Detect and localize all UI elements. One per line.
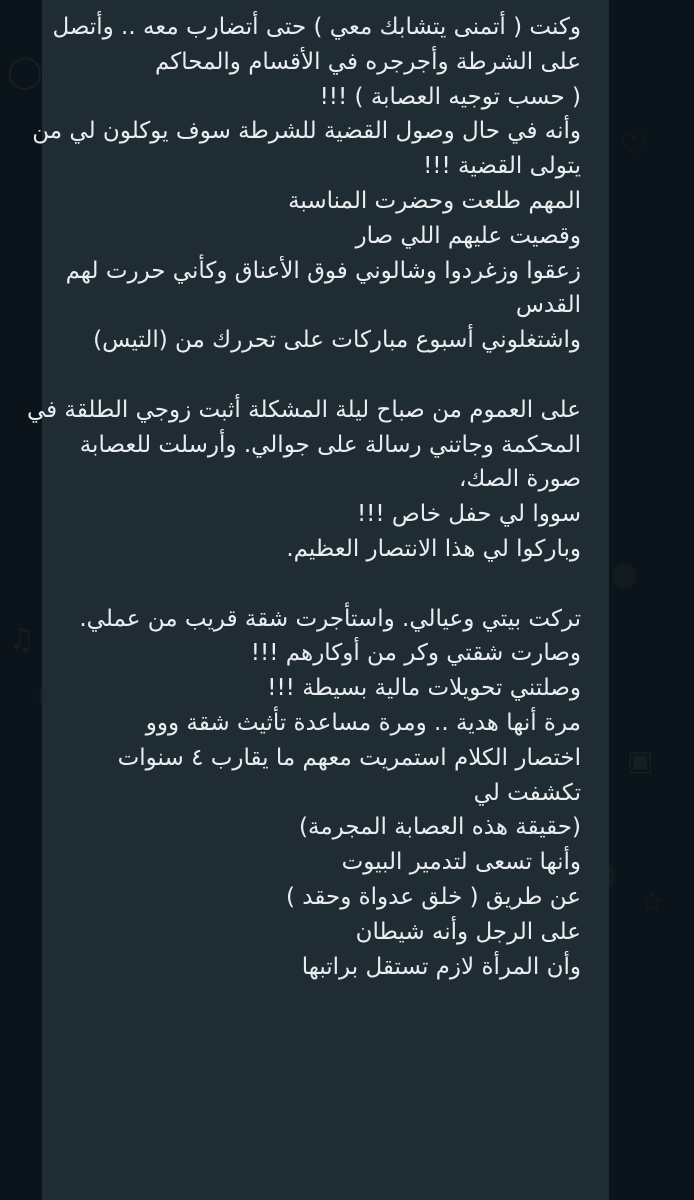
message-line: على الشرطة وأجرجره في الأقسام والمحاكم (154, 48, 581, 75)
message-line: على الرجل وأنه شيطان (355, 918, 581, 945)
heart-icon (620, 128, 647, 163)
message-line: وكنت ( أتمنى يتشابك معي ) حتى أتضارب معه .. وأتصل (52, 14, 581, 40)
message-line: وقصيت عليهم اللي صار (355, 222, 581, 249)
message-line: (حقيقة هذه العصابة المجرمة) (299, 814, 581, 841)
paragraph-spacer (56, 358, 581, 393)
message-line: وأن المرأة لازم تستقل براتبها (301, 953, 581, 980)
message-line: على العموم من صباح ليلة المشكلة أثبت زوجي الطلقة في (26, 396, 581, 423)
incoming-message-bubble[interactable] (26, 0, 609, 1200)
message-line: واشتغلوني أسبوع مباركات على تحررك من (التيس) (93, 327, 581, 354)
message-text[interactable] (26, 10, 581, 984)
chat-bubble-icon (7, 52, 43, 90)
music-icon (8, 622, 35, 657)
message-line: صورة الصك، (458, 466, 581, 493)
message-line: تكشفت لي (473, 779, 581, 806)
message-line: سووا لي حفل خاص !!! (356, 501, 581, 528)
message-line: عن طريق ( خلق عدواة وحقد ) (285, 883, 581, 910)
message-line: المهم طلعت وحضرت المناسبة (288, 187, 581, 214)
message-line: القدس (515, 292, 581, 319)
message-line: يتولى القضية !!! (423, 153, 581, 180)
message-line: مرة أنها هدية .. ومرة مساعدة تأثيث شقة ووو (145, 709, 581, 736)
message-line: وصارت شقتي وكر من أوكارهم !!! (250, 640, 581, 667)
message-line: زعقوا وزغردوا وشالوني فوق الأعناق وكأني حررت لهم (65, 257, 581, 284)
message-line: تركت بيتي وعيالي. واستأجرت شقة قريب من عملي. (79, 605, 581, 632)
star-icon (640, 888, 663, 918)
message-line: وصلتني تحويلات مالية بسيطة !!! (267, 675, 581, 702)
message-line: وباركوا لي هذا الانتصار العظيم. (286, 535, 581, 562)
message-line: وأنه في حال وصول القضية للشرطة سوف يوكلون لي من (32, 118, 581, 145)
camera-icon (627, 744, 653, 777)
message-line: المحكمة وجاتني رسالة على جوالي. وأرسلت للعصابة (79, 431, 581, 458)
message-line: اختصار الكلام استمريت معهم ما يقارب ٤ سنوات (117, 744, 581, 771)
paragraph-spacer (56, 567, 581, 602)
message-line: ( حسب توجيه العصابة ) !!! (319, 83, 581, 110)
message-line: وأنها تسعى لتدمير البيوت (341, 849, 581, 876)
